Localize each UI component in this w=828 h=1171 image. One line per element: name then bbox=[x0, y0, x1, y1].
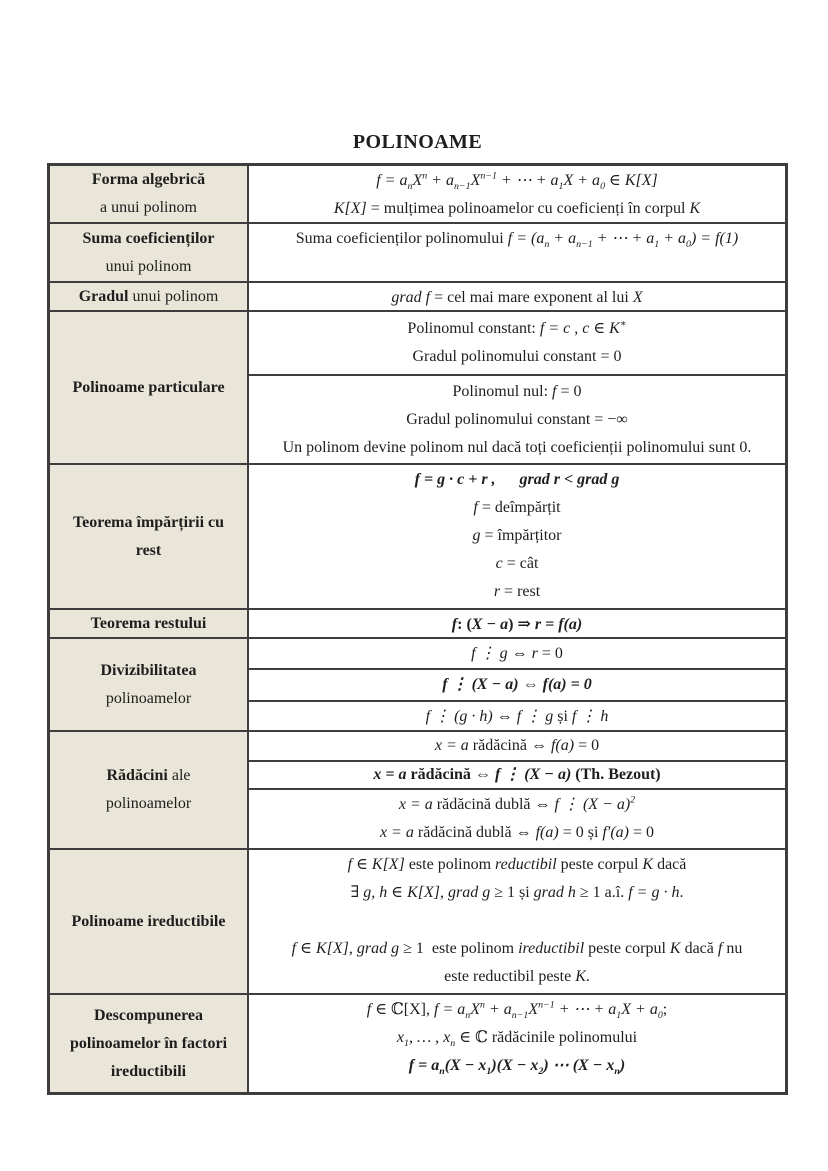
text-segment: Gradul bbox=[78, 287, 129, 305]
text-segment: f = g · c + r , bbox=[414, 471, 496, 488]
text-segment: Forma algebrică bbox=[91, 171, 206, 188]
row-label-cell bbox=[50, 995, 249, 1092]
text-segment: Teorema împărțirii cu bbox=[72, 513, 225, 531]
formula-line bbox=[257, 343, 777, 371]
text-segment: ∗ bbox=[619, 318, 627, 330]
label-line bbox=[54, 908, 243, 936]
page-title: POLINOAME bbox=[352, 131, 483, 153]
content-group bbox=[249, 312, 785, 376]
text-segment: = împărțitor bbox=[480, 527, 562, 544]
formula-line bbox=[257, 466, 777, 494]
text-segment: = mulțimea polinoamelor cu coeficienți în corpul bbox=[366, 200, 690, 217]
label-line bbox=[54, 790, 243, 818]
text-segment: X + a bbox=[563, 172, 601, 189]
text-segment: n−1 bbox=[538, 999, 555, 1011]
table-row bbox=[50, 312, 785, 465]
formula-line bbox=[257, 935, 777, 963]
text-segment: X bbox=[412, 172, 423, 189]
text-segment: K bbox=[575, 968, 586, 985]
table-row bbox=[50, 465, 785, 610]
text-segment: a bbox=[536, 230, 545, 247]
text-segment: (Th. Bezout) bbox=[571, 766, 661, 783]
text-segment: 0 bbox=[657, 1010, 663, 1022]
text-segment: = 0 și bbox=[558, 824, 603, 841]
formula-line bbox=[257, 195, 777, 223]
text-segment: Gradul polinomului constant = −∞ bbox=[406, 410, 628, 428]
text-segment: f ⋮ (X − a) ⇔ f(a) = 0 bbox=[442, 676, 592, 693]
text-segment: . bbox=[679, 884, 684, 901]
text-segment: este reductibil peste bbox=[444, 968, 576, 985]
text-segment: x = a bbox=[434, 737, 469, 754]
text-segment: K[X] bbox=[407, 884, 440, 901]
text-segment: rădăcină dublă ⇔ bbox=[413, 824, 536, 841]
formula-line bbox=[257, 315, 777, 343]
text-segment: g bbox=[472, 527, 481, 544]
text-segment: f ⋮ g bbox=[471, 644, 508, 662]
row-label-cell bbox=[50, 166, 249, 222]
text-segment: Descompunerea bbox=[93, 1006, 204, 1024]
formula-line bbox=[257, 819, 777, 847]
text-segment: n bbox=[544, 239, 550, 251]
text-segment: , bbox=[439, 884, 448, 901]
text-segment: ∈ ℂ[X], bbox=[371, 1001, 434, 1018]
text-segment: K[X] bbox=[333, 200, 367, 217]
text-segment: . bbox=[585, 968, 590, 985]
content-group bbox=[249, 995, 785, 1081]
content-group bbox=[249, 702, 785, 732]
table-row bbox=[50, 639, 785, 732]
text-segment: x = a bbox=[373, 766, 407, 783]
text-segment: = cel mai mare exponent al lui bbox=[430, 289, 633, 306]
text-segment: 1 bbox=[486, 1066, 492, 1078]
text-segment: ireductibili bbox=[110, 1062, 187, 1080]
formula-line bbox=[257, 1024, 777, 1052]
text-segment: g, h bbox=[363, 884, 388, 901]
text-segment: 0 bbox=[600, 181, 606, 193]
text-segment: c bbox=[495, 555, 503, 572]
content-group bbox=[249, 224, 785, 254]
text-segment: Polinomul constant: bbox=[407, 320, 540, 338]
text-segment: peste corpul bbox=[556, 856, 643, 873]
formula-line bbox=[257, 851, 777, 879]
content-group bbox=[249, 762, 785, 790]
content-group bbox=[249, 465, 785, 607]
text-segment: Polinoame particulare bbox=[72, 378, 225, 396]
text-segment: f bbox=[347, 856, 353, 873]
text-segment: f ⋮ (g · h) bbox=[425, 708, 493, 725]
table-row bbox=[50, 610, 785, 639]
text-segment: ∈ bbox=[352, 856, 372, 873]
table-row bbox=[50, 850, 785, 995]
table-row bbox=[50, 283, 785, 312]
text-segment: Un polinom devine polinom nul dacă toți coeficienții polinomului sunt 0. bbox=[282, 438, 752, 456]
text-segment: + ⋯ + a bbox=[554, 1001, 617, 1018]
table-row bbox=[50, 224, 785, 283]
text-segment: nu bbox=[722, 940, 743, 957]
text-segment: x = a bbox=[398, 796, 433, 813]
formula-line bbox=[257, 1052, 777, 1080]
row-content-cell bbox=[249, 610, 785, 637]
text-segment: + a bbox=[484, 1001, 512, 1018]
text-segment: , bbox=[348, 940, 357, 957]
row-label-cell bbox=[50, 850, 249, 993]
text-segment: f′(a) bbox=[602, 824, 630, 841]
text-segment: + a bbox=[549, 230, 577, 247]
text-segment: f ⋮ g bbox=[516, 708, 554, 725]
text-segment: = 0 bbox=[574, 737, 600, 754]
row-content-cell bbox=[249, 224, 785, 281]
text-segment: unui polinom bbox=[105, 257, 192, 275]
text-segment: polinoamelor bbox=[105, 689, 192, 707]
text-segment: dacă bbox=[680, 940, 718, 957]
content-group bbox=[249, 790, 785, 848]
text-segment: Teorema restului bbox=[90, 614, 207, 632]
text-segment: ⇔ bbox=[492, 708, 517, 725]
text-segment: ) bbox=[619, 1057, 626, 1074]
text-segment: X bbox=[528, 1001, 539, 1018]
label-line bbox=[54, 610, 243, 638]
text-segment: = 0 bbox=[629, 824, 655, 841]
text-segment: n bbox=[614, 1066, 620, 1078]
formula-line bbox=[257, 732, 777, 760]
formula-line bbox=[257, 761, 777, 789]
text-segment: rădăcină ⇔ bbox=[406, 766, 495, 783]
text-segment: r bbox=[493, 583, 501, 600]
content-group bbox=[249, 610, 785, 640]
label-line bbox=[54, 194, 243, 222]
text-segment: reductibil bbox=[495, 856, 557, 873]
formula-line bbox=[257, 578, 777, 606]
text-segment: f ⋮ (X − a) bbox=[494, 766, 572, 783]
label-line bbox=[54, 166, 243, 194]
text-segment: f = a bbox=[408, 1057, 440, 1074]
row-label-cell bbox=[50, 312, 249, 463]
text-segment: Divizibilitatea bbox=[100, 661, 197, 679]
text-segment: Gradul polinomului constant = 0 bbox=[412, 348, 622, 366]
text-segment: f(a) bbox=[550, 737, 575, 754]
text-segment: ⇔ bbox=[507, 644, 532, 662]
text-segment: dacă bbox=[653, 856, 687, 873]
text-segment: ∈ bbox=[296, 940, 316, 957]
text-segment: rădăcină dublă ⇔ bbox=[432, 796, 555, 813]
text-segment: peste corpul bbox=[584, 940, 670, 957]
text-segment: ∈ K[X] bbox=[605, 172, 658, 189]
text-segment: X bbox=[470, 1001, 480, 1018]
text-segment: f bbox=[552, 382, 557, 400]
text-segment: 2 bbox=[538, 1066, 544, 1078]
text-segment: K[X] bbox=[315, 940, 349, 957]
text-segment: ) ⋯ (X − x bbox=[543, 1057, 615, 1074]
text-segment: a unui polinom bbox=[100, 199, 197, 216]
row-label-cell bbox=[50, 224, 249, 281]
formula-line bbox=[257, 406, 777, 434]
text-segment: ∃ bbox=[350, 884, 364, 901]
text-segment: + a bbox=[659, 230, 687, 247]
text-segment: grad g bbox=[447, 884, 491, 901]
text-segment: ale bbox=[167, 767, 191, 784]
row-content-cell bbox=[249, 995, 785, 1092]
label-line bbox=[54, 509, 243, 537]
text-segment: + a bbox=[427, 172, 454, 189]
formula-line bbox=[257, 907, 777, 935]
text-segment: x bbox=[396, 1029, 404, 1046]
text-segment: K[X] bbox=[371, 856, 405, 873]
text-segment: n bbox=[479, 999, 485, 1011]
text-segment: grad r < grad g bbox=[519, 471, 620, 488]
text-segment: , … , x bbox=[408, 1029, 451, 1046]
formula-line bbox=[257, 640, 777, 668]
text-segment: f bbox=[366, 1001, 372, 1018]
text-segment: rădăcină ⇔ bbox=[468, 737, 551, 754]
text-segment: x = a bbox=[379, 824, 414, 841]
text-segment bbox=[496, 471, 520, 488]
text-segment: ≥ 1 și bbox=[490, 884, 534, 901]
text-segment: = deîmpărțit bbox=[477, 499, 561, 516]
text-segment: f bbox=[451, 616, 458, 633]
row-label-cell bbox=[50, 639, 249, 730]
formula-line bbox=[257, 963, 777, 991]
text-segment: 1 bbox=[654, 239, 660, 251]
label-line bbox=[54, 225, 243, 253]
text-segment: n bbox=[465, 1010, 471, 1022]
text-segment: Suma coeficienților bbox=[82, 229, 215, 247]
text-segment: f ⋮ (X − a) bbox=[554, 796, 631, 813]
label-line bbox=[54, 1058, 243, 1086]
text-segment: = cât bbox=[502, 555, 539, 572]
table-row bbox=[50, 166, 785, 224]
text-segment: f = g · h bbox=[628, 884, 680, 901]
text-segment: 1 bbox=[558, 181, 564, 193]
text-segment: n−1 bbox=[576, 239, 593, 251]
text-segment: ∈ ℂ rădăcinile polinomului bbox=[455, 1029, 638, 1046]
formula-line bbox=[257, 434, 777, 462]
text-segment: X + a bbox=[621, 1001, 658, 1018]
text-segment: este polinom bbox=[404, 856, 496, 873]
text-segment: Polinomul nul: bbox=[452, 382, 553, 400]
text-segment: grad h bbox=[533, 884, 576, 901]
text-segment: f = a bbox=[376, 172, 408, 189]
label-line bbox=[54, 1030, 243, 1058]
formula-line bbox=[257, 225, 777, 253]
text-segment: )(X − x bbox=[491, 1057, 539, 1074]
text-segment: n−1 bbox=[453, 181, 471, 193]
formula-line bbox=[257, 791, 777, 819]
text-segment: r = f(a) bbox=[534, 616, 583, 633]
text-segment: : ( bbox=[457, 616, 472, 633]
label-line bbox=[54, 762, 243, 790]
text-segment: ireductibil bbox=[518, 940, 585, 957]
formula-line bbox=[257, 550, 777, 578]
formula-line bbox=[257, 671, 777, 699]
text-segment: n bbox=[439, 1066, 445, 1078]
content-group bbox=[249, 639, 785, 670]
text-segment: K bbox=[689, 200, 701, 217]
text-segment: f bbox=[717, 940, 723, 957]
formula-line bbox=[257, 879, 777, 907]
text-segment: n bbox=[422, 170, 428, 182]
content-group bbox=[249, 670, 785, 702]
text-segment: rest bbox=[135, 541, 162, 559]
text-segment: și bbox=[553, 708, 572, 725]
text-segment: r bbox=[531, 644, 538, 662]
text-segment: grad f bbox=[391, 289, 431, 306]
formula-line bbox=[257, 703, 777, 731]
text-segment: n−1 bbox=[511, 1010, 529, 1022]
content-group bbox=[249, 376, 785, 463]
formula-line bbox=[257, 167, 777, 195]
row-content-cell bbox=[249, 283, 785, 310]
row-label-cell bbox=[50, 732, 249, 848]
row-content-cell bbox=[249, 312, 785, 463]
text-segment: ) = f(1) bbox=[690, 230, 739, 247]
text-segment: X − a bbox=[471, 616, 509, 633]
text-segment: ; bbox=[662, 1001, 668, 1018]
text-segment: f = c , c ∈ K bbox=[539, 320, 620, 338]
table-row bbox=[50, 732, 785, 850]
text-segment: unui polinom bbox=[128, 287, 219, 305]
label-line bbox=[54, 253, 243, 281]
formula-line bbox=[257, 378, 777, 406]
text-segment: ) ⇒ bbox=[508, 616, 535, 633]
text-segment: f ⋮ h bbox=[571, 708, 609, 725]
text-segment: ≥ 1 a.î. bbox=[575, 884, 629, 901]
content-group bbox=[249, 166, 785, 224]
text-segment: + ⋯ + a bbox=[496, 172, 559, 189]
text-segment: f(a) bbox=[535, 824, 559, 841]
row-content-cell bbox=[249, 732, 785, 848]
label-line bbox=[54, 1002, 243, 1030]
row-label-cell bbox=[50, 283, 249, 310]
formula-line bbox=[257, 611, 777, 639]
row-label-cell bbox=[50, 465, 249, 608]
table-row bbox=[50, 995, 785, 1092]
formula-line bbox=[257, 522, 777, 550]
text-segment: Suma coeficienților polinomului bbox=[295, 230, 508, 247]
text-segment: Rădăcini bbox=[106, 767, 168, 784]
text-segment: f bbox=[473, 499, 478, 516]
text-segment: 2 bbox=[630, 794, 636, 806]
text-segment: = 0 bbox=[556, 382, 582, 400]
text-segment: polinoamelor în factori bbox=[69, 1034, 228, 1052]
text-segment: 1 bbox=[616, 1010, 622, 1022]
row-label-cell bbox=[50, 610, 249, 637]
text-segment: K bbox=[669, 940, 681, 957]
row-content-cell bbox=[249, 639, 785, 730]
text-segment: = 0 bbox=[537, 644, 563, 662]
content-group bbox=[249, 732, 785, 762]
formula-line bbox=[257, 494, 777, 522]
formula-table bbox=[47, 163, 788, 1095]
formula-line bbox=[257, 284, 777, 312]
text-segment: grad g bbox=[356, 940, 400, 957]
text-segment: 0 bbox=[686, 239, 691, 251]
label-line bbox=[54, 283, 243, 311]
text-segment: X bbox=[470, 172, 481, 189]
row-content-cell bbox=[249, 850, 785, 993]
text-segment: ∈ bbox=[387, 884, 408, 901]
text-segment: n bbox=[407, 181, 413, 193]
content-group bbox=[249, 283, 785, 313]
text-segment: n−1 bbox=[480, 170, 497, 182]
text-segment: ≥ 1 este polinom bbox=[399, 940, 519, 957]
text-segment: n bbox=[450, 1038, 456, 1050]
formula-line bbox=[257, 996, 777, 1024]
label-line bbox=[54, 657, 243, 685]
text-segment: X bbox=[632, 289, 643, 306]
label-line bbox=[54, 374, 243, 402]
text-segment: = rest bbox=[500, 583, 541, 600]
text-segment: f bbox=[507, 230, 513, 247]
text-segment: f bbox=[291, 940, 297, 957]
text-segment: 1 bbox=[404, 1038, 409, 1050]
text-segment: = ( bbox=[512, 230, 537, 247]
label-line bbox=[54, 537, 243, 565]
text-segment: Polinoame ireductibile bbox=[71, 912, 226, 930]
text-segment: polinoamelor bbox=[105, 795, 192, 812]
text-segment: + ⋯ + a bbox=[592, 230, 655, 247]
label-line bbox=[54, 685, 243, 713]
text-segment: K bbox=[642, 856, 654, 873]
text-segment: f = a bbox=[434, 1001, 466, 1018]
row-content-cell bbox=[249, 465, 785, 608]
content-group bbox=[249, 850, 785, 992]
row-content-cell bbox=[249, 166, 785, 222]
text-segment: (X − x bbox=[444, 1057, 487, 1074]
